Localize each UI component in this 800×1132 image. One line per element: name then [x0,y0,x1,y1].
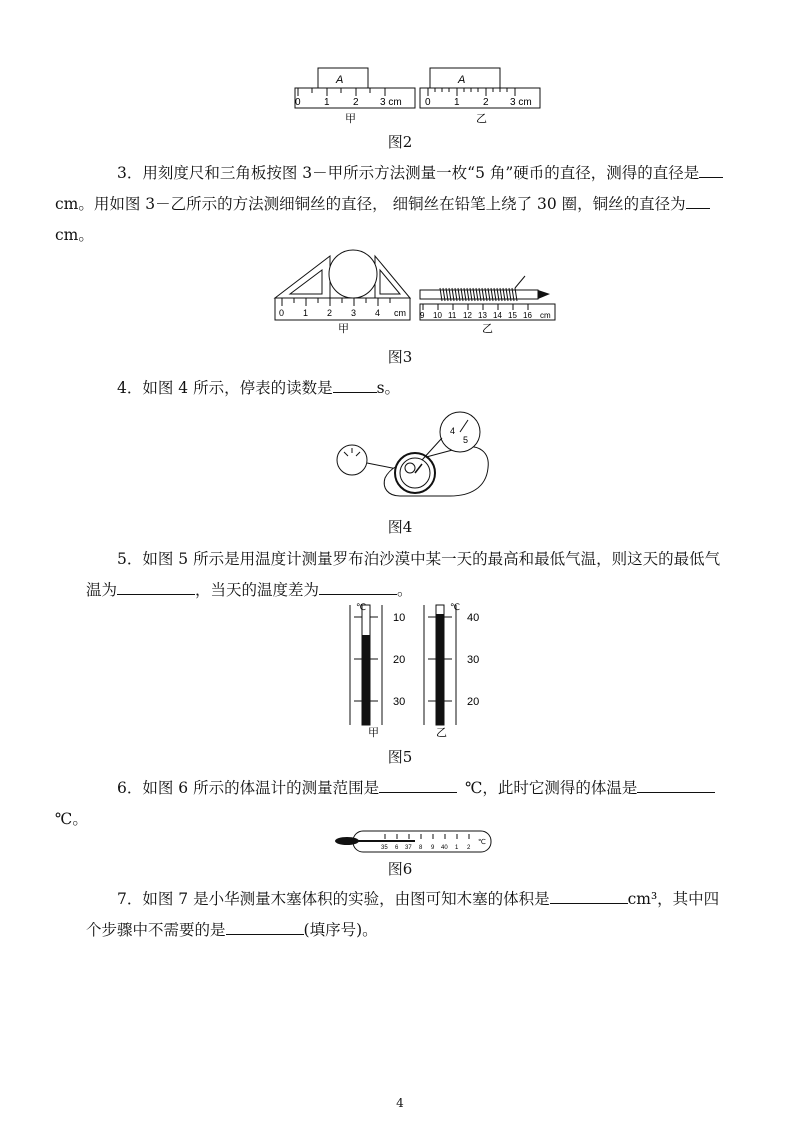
svg-text:40: 40 [441,845,448,851]
page-number: 4 [396,1096,404,1110]
question-5: 5．如图 5 所示是用温度计测量罗布泊沙漠中某一天的最高和最低气温，则这天的最低气温为 ，当天的温度差为 。 [86,550,721,599]
svg-text:1: 1 [455,845,459,851]
svg-text:4: 4 [375,308,381,318]
svg-text:40: 40 [467,612,480,624]
svg-text:30: 30 [467,654,480,666]
svg-text:1: 1 [324,97,330,108]
figure-5-caption: 图5 [387,748,413,766]
svg-text:37: 37 [405,845,412,851]
svg-text:乙: 乙 [482,323,493,335]
figure-5-thermometers [340,600,490,740]
blank-q3-wire-diameter[interactable] [686,192,710,209]
svg-text:9: 9 [420,311,425,320]
question-3: 3．用刻度尺和三角板按图 3－甲所示方法测量一枚“5 角”硬币的直径，测得的直径是cm。用如图 3－乙所示的方法测细铜丝的直径， 细铜丝在铅笔上绕了 30 圈，铜丝的直径为 cm。 [86,158,726,251]
question-6: 6．如图 6 所示的体温计的测量范围是 ℃，此时它测得的体温是 ℃。 [86,773,726,835]
fig3-jia [275,250,410,335]
thermometer-yi [424,602,479,739]
svg-text:15: 15 [508,311,517,320]
blank-q6-range[interactable] [379,776,457,793]
svg-text:A: A [458,74,466,86]
svg-text:2: 2 [467,845,471,851]
svg-text:0: 0 [425,97,431,108]
svg-text:10: 10 [393,612,406,624]
svg-text:30: 30 [393,696,406,708]
svg-text:甲: 甲 [338,323,349,335]
svg-text:20: 20 [467,696,480,708]
blank-q7-unneeded-step[interactable] [226,918,304,935]
ruler-yi [420,68,540,125]
svg-text:5: 5 [463,435,469,445]
svg-text:0: 0 [279,308,285,318]
svg-text:3: 3 [351,308,357,318]
svg-text:乙: 乙 [436,727,447,739]
blank-q6-body-temp[interactable] [637,776,715,793]
ruler-yi-label: 乙 [476,113,487,125]
svg-text:2: 2 [483,97,489,108]
figure-4-caption: 图4 [387,518,413,536]
svg-text:3 cm: 3 cm [380,97,402,108]
svg-text:3 cm: 3 cm [510,97,532,108]
ruler-jia [295,68,415,125]
figure-2-rulers [280,60,550,130]
figure-3-caption: 图3 [387,348,413,366]
svg-text:2: 2 [327,308,333,318]
svg-text:12: 12 [463,311,472,320]
block-a-label: A [336,74,344,86]
figure-6-clinical-thermometer [335,828,495,856]
svg-text:2: 2 [353,97,359,108]
fig3-yi [420,276,555,335]
svg-text:0: 0 [295,97,301,108]
svg-text:6: 6 [395,845,399,851]
blank-q7-volume[interactable] [550,887,628,904]
svg-text:℃: ℃ [478,839,486,846]
figure-4-stopwatch [330,408,500,500]
svg-text:1: 1 [454,97,460,108]
svg-text:10: 10 [433,311,442,320]
figure-2-caption: 图2 [387,133,413,151]
svg-text:cm: cm [394,308,406,318]
blank-q5-lowest-temp[interactable] [117,578,195,595]
ruler-jia-label: 甲 [345,113,356,125]
question-4: 4．如图 4 所示，停表的读数是 s。 [86,373,726,404]
svg-text:℃: ℃ [356,602,367,612]
svg-text:℃: ℃ [450,602,461,612]
svg-text:16: 16 [523,311,532,320]
svg-text:cm: cm [540,311,551,320]
svg-text:1: 1 [303,308,309,318]
svg-text:35: 35 [381,845,388,851]
svg-text:8: 8 [419,845,423,851]
figure-3-measurement [270,246,570,338]
svg-text:4: 4 [450,426,456,436]
svg-text:11: 11 [448,311,457,320]
svg-text:9: 9 [431,845,435,851]
question-7: 7．如图 7 是小华测量木塞体积的实验，由图可知木塞的体积是 cm³，其中四个步骤中不需要的是 (填序号)。 [86,884,726,946]
blank-q5-temp-difference[interactable] [319,578,397,595]
svg-text:14: 14 [493,311,502,320]
blank-q4-stopwatch[interactable] [333,376,377,393]
blank-q3-diameter[interactable] [699,161,723,178]
figure-6-caption: 图6 [387,860,413,878]
svg-text:20: 20 [393,654,406,666]
svg-text:13: 13 [478,311,487,320]
svg-text:甲: 甲 [368,727,379,739]
thermometer-jia [350,602,405,739]
